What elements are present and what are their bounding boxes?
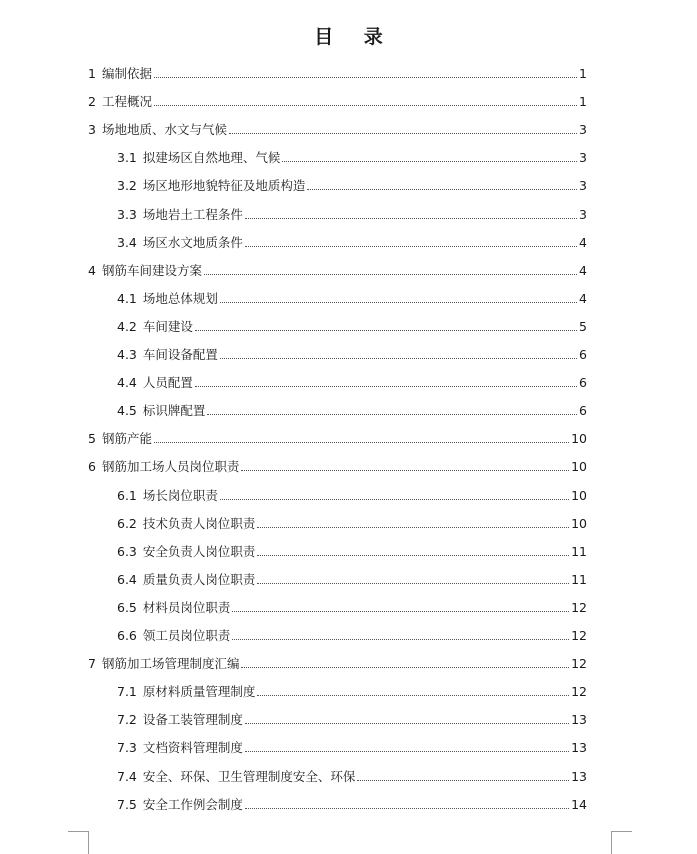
toc-entry[interactable] bbox=[117, 570, 587, 590]
toc-entry-number: 4.3 bbox=[117, 347, 137, 362]
toc-entry-number: 2 bbox=[88, 94, 96, 110]
toc-entry[interactable] bbox=[117, 317, 587, 337]
toc-entry-page: 5 bbox=[579, 318, 587, 334]
toc-entry-text: 标识牌配置 bbox=[142, 403, 206, 419]
toc-dot-leader bbox=[232, 639, 569, 640]
toc-entry-number: 3.4 bbox=[117, 234, 137, 250]
toc-entry-number: 6.1 bbox=[117, 487, 137, 503]
toc-entry-page: 6 bbox=[579, 375, 587, 391]
toc-entry-page: 3 bbox=[579, 150, 587, 166]
toc-entry[interactable] bbox=[88, 92, 587, 112]
toc-entry-text: 场地地质、水文与气候 bbox=[101, 122, 227, 138]
toc-entry-page: 4 bbox=[579, 262, 587, 278]
toc-entry-number: 3.1 bbox=[117, 150, 137, 166]
toc-entry-number: 4.5 bbox=[117, 403, 137, 419]
toc-entry-page: 14 bbox=[571, 796, 587, 812]
toc-entry-number: 4.4 bbox=[117, 375, 137, 391]
toc-entry-page: 1 bbox=[579, 66, 587, 81]
toc-entry-text: 拟建场区自然地理、气候 bbox=[142, 150, 281, 166]
toc-dot-leader bbox=[257, 527, 569, 528]
toc-entry-text: 场长岗位职责 bbox=[142, 487, 218, 503]
toc-entry-page: 10 bbox=[571, 431, 587, 447]
toc-entry[interactable] bbox=[117, 205, 587, 225]
toc-entry-number: 4.2 bbox=[117, 318, 137, 334]
toc-dot-leader bbox=[282, 161, 577, 162]
toc-dot-leader bbox=[195, 330, 577, 331]
toc-entry-page: 10 bbox=[571, 515, 587, 531]
toc-entry-number: 7.2 bbox=[117, 712, 137, 728]
toc-entry[interactable] bbox=[117, 682, 587, 702]
toc-dot-leader bbox=[245, 808, 569, 809]
toc-entry-number: 3 bbox=[88, 122, 96, 138]
toc-entry-number: 5 bbox=[88, 431, 96, 447]
toc-dot-leader bbox=[207, 414, 577, 415]
toc-dot-leader bbox=[257, 555, 569, 556]
toc-entry[interactable] bbox=[117, 767, 587, 787]
toc-entry-text: 场区水文地质条件 bbox=[142, 234, 243, 250]
toc-entry-page: 12 bbox=[571, 628, 587, 643]
toc-entry-text: 质量负责人岗位职责 bbox=[142, 571, 256, 587]
toc-entry[interactable] bbox=[117, 514, 587, 534]
toc-dot-leader bbox=[229, 133, 577, 134]
toc-dot-leader bbox=[245, 218, 577, 219]
toc-entry-text: 钢筋车间建设方案 bbox=[101, 262, 202, 278]
toc-dot-leader bbox=[357, 780, 569, 781]
crop-mark-left bbox=[68, 831, 89, 854]
toc-entry-page: 3 bbox=[579, 122, 587, 138]
toc-entry[interactable] bbox=[117, 486, 587, 506]
toc-entry-number: 7.5 bbox=[117, 796, 137, 812]
toc-dot-leader bbox=[232, 611, 569, 612]
toc-entry[interactable] bbox=[117, 626, 587, 646]
toc-entry[interactable] bbox=[117, 738, 587, 758]
toc-dot-leader bbox=[241, 470, 569, 471]
toc-entry[interactable] bbox=[117, 401, 587, 421]
toc-entry-page: 11 bbox=[571, 543, 587, 559]
toc-entry-page: 12 bbox=[571, 599, 587, 615]
toc-dot-leader bbox=[154, 442, 569, 443]
toc-entry[interactable] bbox=[117, 795, 587, 815]
toc-entry-text: 材料员岗位职责 bbox=[142, 599, 231, 615]
toc-dot-leader bbox=[220, 358, 577, 359]
toc-dot-leader bbox=[245, 246, 577, 247]
toc-dot-leader bbox=[220, 499, 569, 500]
toc-dot-leader bbox=[307, 189, 577, 190]
toc-dot-leader bbox=[220, 302, 577, 303]
toc-entry-number: 6.4 bbox=[117, 571, 137, 587]
toc-entry[interactable] bbox=[117, 542, 587, 562]
toc-entry-number: 1 bbox=[88, 66, 96, 81]
toc-entry-text: 文档资料管理制度 bbox=[142, 740, 243, 756]
toc-entry-page: 12 bbox=[571, 656, 587, 672]
toc-entry-number: 7.1 bbox=[117, 684, 137, 700]
toc-entry-number: 3.3 bbox=[117, 206, 137, 222]
toc-entry[interactable] bbox=[88, 429, 587, 449]
toc-dot-leader bbox=[241, 667, 569, 668]
toc-entry-text: 车间设备配置 bbox=[142, 347, 218, 362]
toc-entry-number: 6.2 bbox=[117, 515, 137, 531]
crop-mark-right bbox=[611, 831, 632, 854]
toc-entry[interactable] bbox=[88, 64, 587, 84]
toc-entry-text: 安全工作例会制度 bbox=[142, 796, 243, 812]
toc-entry-text: 车间建设 bbox=[142, 318, 193, 334]
toc-dot-leader bbox=[154, 105, 577, 106]
toc-entry-text: 原材料质量管理制度 bbox=[142, 684, 256, 700]
toc-entry-page: 3 bbox=[579, 178, 587, 194]
toc-entry[interactable] bbox=[88, 654, 587, 674]
toc-entry[interactable] bbox=[88, 457, 587, 477]
toc-entry-text: 人员配置 bbox=[142, 375, 193, 391]
toc-entry-page: 13 bbox=[571, 768, 587, 784]
toc-entry-text: 技术负责人岗位职责 bbox=[142, 515, 256, 531]
toc-entry-page: 3 bbox=[579, 206, 587, 222]
toc-entry-number: 3.2 bbox=[117, 178, 137, 194]
toc-entry-text: 安全负责人岗位职责 bbox=[142, 543, 256, 559]
toc-entry-number: 7 bbox=[88, 656, 96, 672]
toc-dot-leader bbox=[257, 583, 569, 584]
toc-entry-number: 6 bbox=[88, 459, 96, 475]
toc-dot-leader bbox=[257, 695, 569, 696]
toc-entry-page: 6 bbox=[579, 347, 587, 362]
toc-dot-leader bbox=[245, 751, 569, 752]
toc-entry-page: 13 bbox=[571, 712, 587, 728]
toc-title: 目 录 bbox=[314, 26, 395, 48]
toc-entry[interactable] bbox=[117, 710, 587, 730]
toc-entry-text: 编制依据 bbox=[101, 66, 152, 81]
toc-dot-leader bbox=[204, 274, 577, 275]
toc-entry-text: 安全、环保、卫生管理制度安全、环保 bbox=[142, 768, 356, 784]
toc-entry[interactable] bbox=[88, 120, 587, 140]
toc-entry-text: 钢筋加工场人员岗位职责 bbox=[101, 459, 240, 475]
toc-entry-text: 钢筋加工场管理制度汇编 bbox=[101, 656, 240, 672]
toc-dot-leader bbox=[245, 723, 569, 724]
toc-entry-text: 钢筋产能 bbox=[101, 431, 152, 447]
toc-entry-page: 1 bbox=[579, 94, 587, 110]
toc-entry[interactable] bbox=[117, 176, 587, 196]
toc-entry-text: 场地总体规划 bbox=[142, 290, 218, 306]
toc-entry[interactable] bbox=[117, 598, 587, 618]
toc-entry-page: 13 bbox=[571, 740, 587, 756]
toc-entry-number: 7.3 bbox=[117, 740, 137, 756]
toc-entry-page: 4 bbox=[579, 234, 587, 250]
toc-entry-page: 10 bbox=[571, 459, 587, 475]
toc-entry-text: 场地岩土工程条件 bbox=[142, 206, 243, 222]
toc-entry-number: 6.3 bbox=[117, 543, 137, 559]
toc-entry[interactable] bbox=[117, 373, 587, 393]
toc-entry-text: 设备工装管理制度 bbox=[142, 712, 243, 728]
toc-entry-page: 10 bbox=[571, 487, 587, 503]
toc-entry-text: 工程概况 bbox=[101, 94, 152, 110]
toc-entry-number: 4.1 bbox=[117, 290, 137, 306]
toc-entry-number: 6.5 bbox=[117, 599, 137, 615]
toc-dot-leader bbox=[195, 386, 577, 387]
toc-entry-page: 4 bbox=[579, 290, 587, 306]
toc-entry-number: 4 bbox=[88, 262, 96, 278]
toc-entry-page: 6 bbox=[579, 403, 587, 419]
toc-entry-text: 场区地形地貌特征及地质构造 bbox=[142, 178, 306, 194]
toc-entry[interactable] bbox=[117, 345, 587, 365]
toc-entry[interactable] bbox=[88, 261, 587, 281]
toc-entry-page: 11 bbox=[571, 571, 587, 587]
toc-dot-leader bbox=[154, 77, 577, 78]
toc-entry[interactable] bbox=[117, 148, 587, 168]
toc-entry-number: 7.4 bbox=[117, 768, 137, 784]
toc-entry[interactable] bbox=[117, 233, 587, 253]
toc-entry[interactable] bbox=[117, 289, 587, 309]
toc-entry-text: 领工员岗位职责 bbox=[142, 628, 231, 643]
toc-entry-number: 6.6 bbox=[117, 628, 137, 643]
toc-entry-page: 12 bbox=[571, 684, 587, 700]
